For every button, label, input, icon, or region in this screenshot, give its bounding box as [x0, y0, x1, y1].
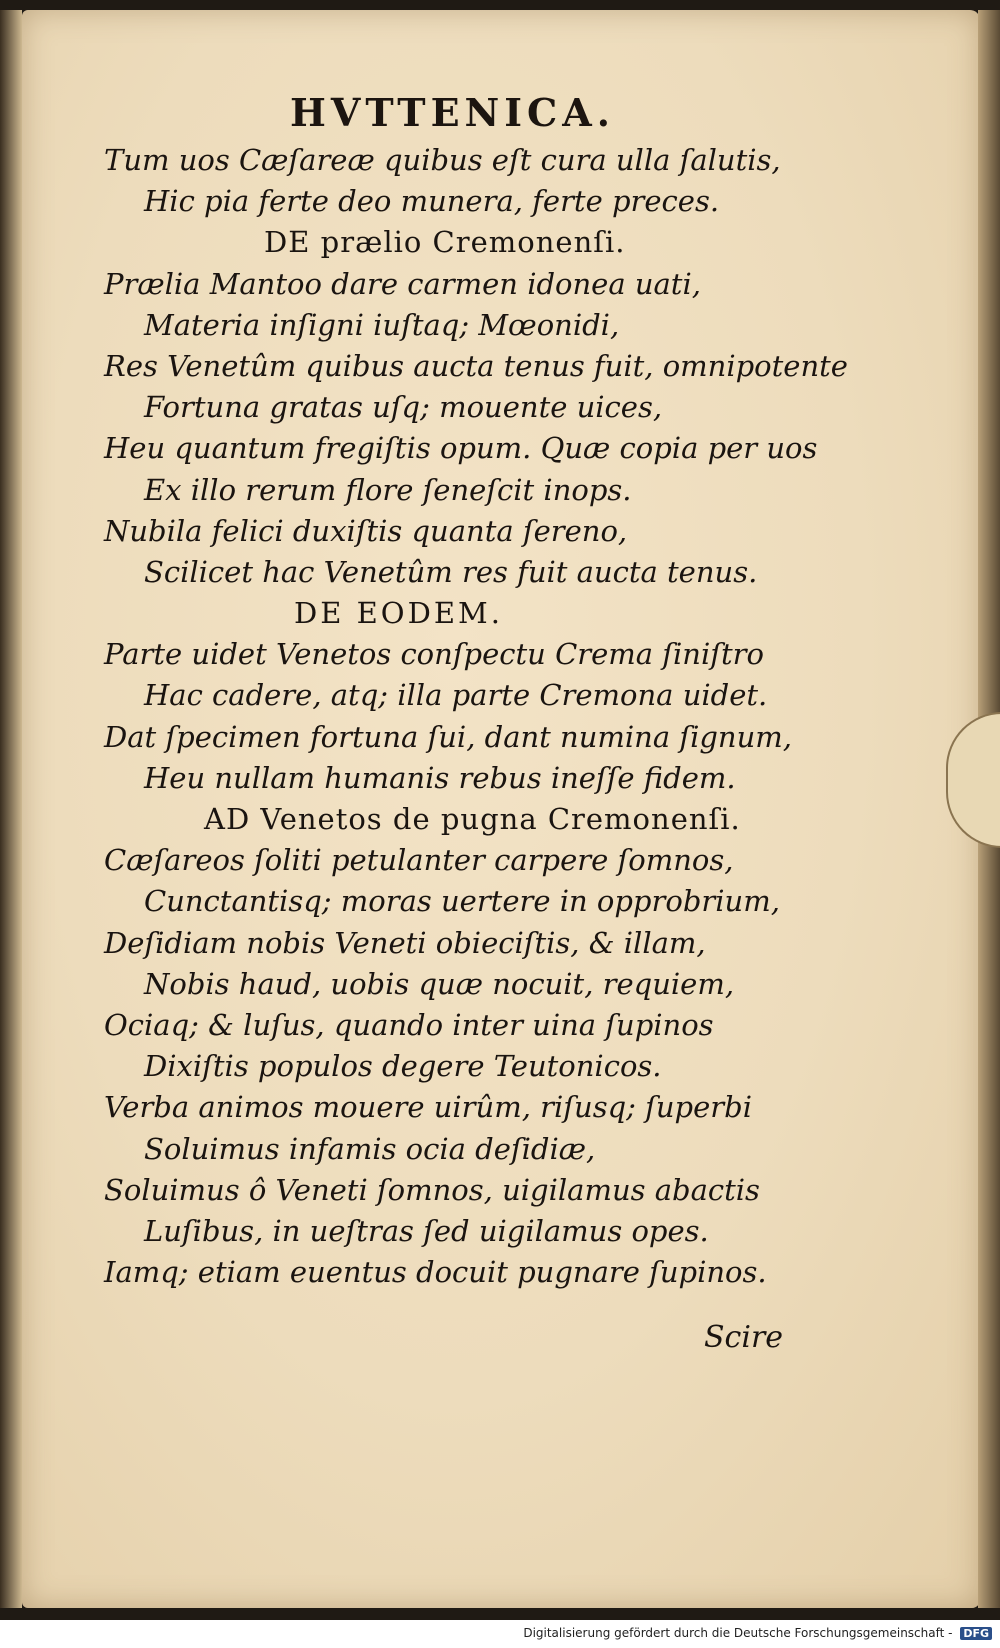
verse-line: Heu quantum fregiſtis opum. Quæ copia per uos	[104, 431, 818, 466]
section-title: DE prælio Cremonenſi.	[264, 225, 626, 260]
section-title: DE EODEM.	[294, 596, 503, 631]
verse-text-block	[104, 140, 848, 1293]
verse-line: Luſibus, in ueſtras ſed uigilamus opes.	[144, 1213, 709, 1248]
catchword: Scire	[704, 1320, 784, 1355]
digitization-footer	[0, 1620, 1000, 1648]
verse-line: Heu nullam humanis rebus ineſſe fidem.	[144, 760, 736, 795]
verse-line: Hic pia ferte deo munera, ferte preces.	[144, 184, 720, 219]
verse-line: Nobis haud, uobis quæ nocuit, requiem,	[144, 966, 735, 1001]
verse-line: Dat ſpecimen fortuna ſui, dant numina ſignum,	[104, 719, 792, 754]
verse-line: Cæſareos ſoliti petulanter carpere ſomnos,	[104, 843, 734, 878]
verse-line: Ociaq; & luſus, quando inter uina ſupinos	[104, 1007, 714, 1042]
verse-line: Verba animos mouere uirûm, riſusq; ſuperbi	[104, 1090, 752, 1125]
section-title: AD Venetos de pugna Cremonenſi.	[204, 802, 741, 836]
verse-line: Soluimus infamis ocia deſidiæ,	[144, 1131, 596, 1166]
verse-line: Dixiſtis populos degere Teutonicos.	[144, 1049, 662, 1084]
footer-credit-text: Digitalisierung gefördert durch die Deutsche Forschungsgemeinschaft -	[523, 1626, 953, 1640]
verse-line: Prælia Mantoo dare carmen idonea uati,	[104, 266, 701, 301]
verse-line: Hac cadere, atq; illa parte Cremona uidet.	[144, 678, 768, 713]
verse-line: Fortuna gratas uſq; mouente uices,	[144, 390, 663, 425]
verse-line: Soluimus ô Veneti ſomnos, uigilamus abactis	[104, 1172, 760, 1207]
dfg-logo: DFG	[960, 1627, 992, 1640]
running-header: HVTTENICA.	[290, 90, 616, 135]
verse-line: Scilicet hac Venetûm res fuit aucta tenus.	[144, 554, 758, 589]
verse-line: Res Venetûm quibus aucta tenus fuit, omnipotente	[104, 348, 848, 383]
verse-line: Iamq; etiam euentus docuit pugnare ſupinos.	[104, 1255, 767, 1290]
footer-credit	[523, 1626, 992, 1640]
verse-line: Cunctantisq; moras uertere in opprobrium,	[144, 884, 780, 919]
verse-line: Deſidiam nobis Veneti obieciſtis, & illam,	[104, 925, 706, 960]
previous-page-edge	[0, 10, 22, 1608]
verse-line: Materia inſigni iuſtaq; Mœonidi,	[144, 307, 620, 342]
verse-line: Nubila felici duxiſtis quanta ſereno,	[104, 513, 628, 548]
verse-line: Ex illo rerum flore ſeneſcit inops.	[144, 472, 632, 507]
verse-line: Tum uos Cæſareæ quibus eſt cura ulla ſalutis,	[104, 143, 781, 177]
verse-line: Parte uidet Venetos conſpectu Crema ſiniſtro	[104, 637, 764, 672]
